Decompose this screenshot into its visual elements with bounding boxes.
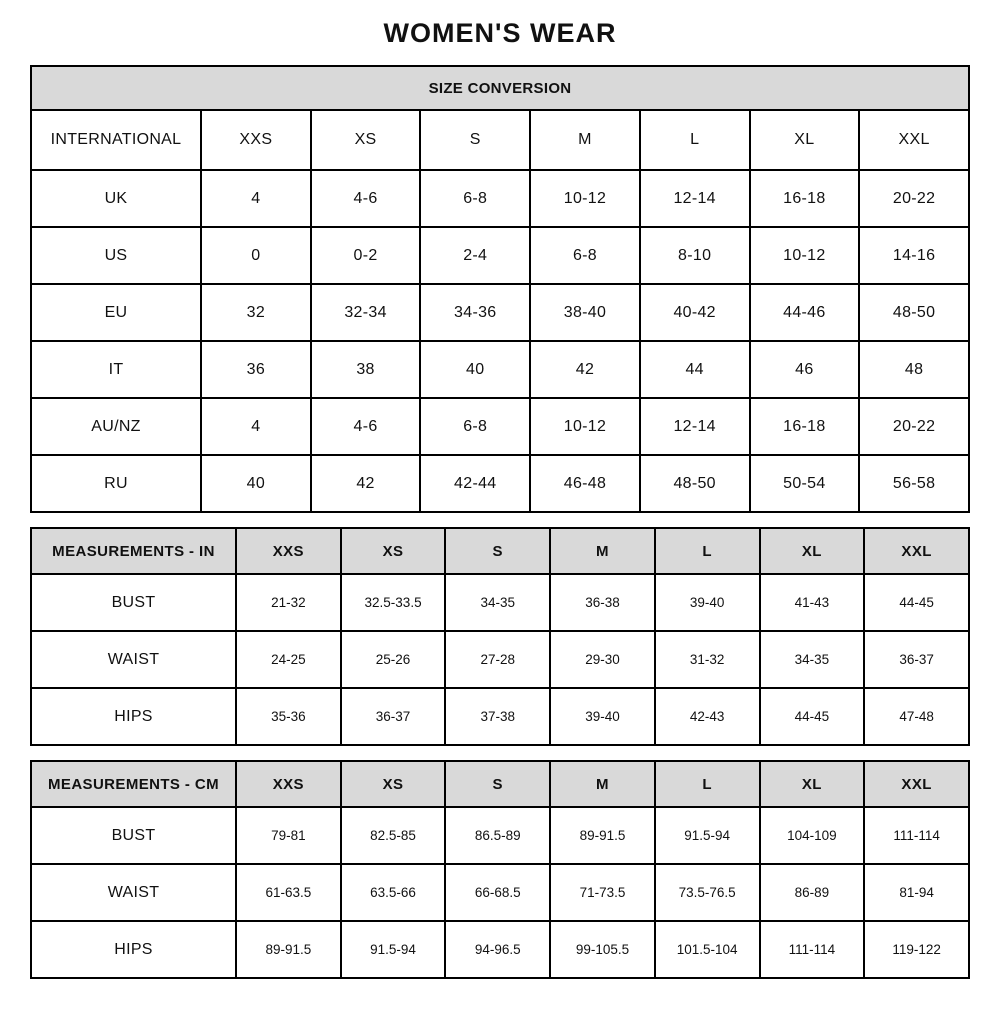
size-column-header: XL — [760, 761, 865, 807]
size-column-header: XXL — [864, 528, 969, 574]
page-title: WOMEN'S WEAR — [383, 18, 617, 48]
size-value-cell: 48-50 — [859, 284, 969, 341]
size-column-header: S — [445, 528, 550, 574]
size-value-cell: 2-4 — [420, 227, 530, 284]
size-column-header: XL — [760, 528, 865, 574]
size-conversion-header-row — [31, 110, 969, 170]
measurement-value-cell: 89-91.5 — [550, 807, 655, 864]
measurement-value-cell: 34-35 — [445, 574, 550, 631]
measurement-value-cell: 94-96.5 — [445, 921, 550, 978]
size-column-header: M — [530, 110, 640, 170]
table-row — [31, 170, 969, 227]
size-value-cell: 38-40 — [530, 284, 640, 341]
size-value-cell: 34-36 — [420, 284, 530, 341]
measurement-value-cell: 31-32 — [655, 631, 760, 688]
size-value-cell: 42-44 — [420, 455, 530, 512]
measurement-value-cell: 73.5-76.5 — [655, 864, 760, 921]
size-value-cell: 4-6 — [311, 170, 421, 227]
measurement-value-cell: 39-40 — [550, 688, 655, 745]
measurement-value-cell: 35-36 — [236, 688, 341, 745]
region-label: US — [31, 227, 201, 284]
size-column-header: XS — [341, 528, 446, 574]
size-value-cell: 10-12 — [750, 227, 860, 284]
size-column-header: XL — [750, 110, 860, 170]
table-row — [31, 398, 969, 455]
measurement-value-cell: 25-26 — [341, 631, 446, 688]
size-value-cell: 38 — [311, 341, 421, 398]
size-value-cell: 0-2 — [311, 227, 421, 284]
size-column-header: XXS — [201, 110, 311, 170]
size-value-cell: 4 — [201, 170, 311, 227]
size-value-cell: 20-22 — [859, 170, 969, 227]
size-value-cell: 44 — [640, 341, 750, 398]
measurement-label: WAIST — [31, 631, 236, 688]
region-label: UK — [31, 170, 201, 227]
measurements-cm-title: MEASUREMENTS - CM — [31, 761, 236, 807]
size-conversion-table — [30, 65, 970, 513]
size-column-header: XS — [341, 761, 446, 807]
size-value-cell: 20-22 — [859, 398, 969, 455]
size-value-cell: 10-12 — [530, 398, 640, 455]
size-value-cell: 46 — [750, 341, 860, 398]
measurement-value-cell: 61-63.5 — [236, 864, 341, 921]
measurement-value-cell: 41-43 — [760, 574, 865, 631]
size-value-cell: 32-34 — [311, 284, 421, 341]
size-value-cell: 36 — [201, 341, 311, 398]
size-column-header: L — [640, 110, 750, 170]
size-value-cell: 10-12 — [530, 170, 640, 227]
size-value-cell: 8-10 — [640, 227, 750, 284]
size-column-header: XXL — [859, 110, 969, 170]
measurement-value-cell: 36-37 — [341, 688, 446, 745]
size-value-cell: 42 — [530, 341, 640, 398]
size-value-cell: 16-18 — [750, 170, 860, 227]
size-column-header: L — [655, 528, 760, 574]
size-value-cell: 12-14 — [640, 398, 750, 455]
measurement-value-cell: 27-28 — [445, 631, 550, 688]
measurement-label: HIPS — [31, 688, 236, 745]
region-label: AU/NZ — [31, 398, 201, 455]
measurement-value-cell: 91.5-94 — [655, 807, 760, 864]
measurements-cm-header-row — [31, 761, 969, 807]
measurement-value-cell: 79-81 — [236, 807, 341, 864]
measurements-cm-table — [30, 760, 970, 979]
measurements-in-table — [30, 527, 970, 746]
size-value-cell: 40 — [420, 341, 530, 398]
size-value-cell: 42 — [311, 455, 421, 512]
measurement-label: HIPS — [31, 921, 236, 978]
size-value-cell: 14-16 — [859, 227, 969, 284]
size-column-header: M — [550, 761, 655, 807]
size-column-header: S — [420, 110, 530, 170]
size-value-cell: 40 — [201, 455, 311, 512]
measurement-value-cell: 71-73.5 — [550, 864, 655, 921]
measurement-value-cell: 47-48 — [864, 688, 969, 745]
size-column-header: M — [550, 528, 655, 574]
measurement-value-cell: 44-45 — [864, 574, 969, 631]
table-row — [31, 688, 969, 745]
measurement-value-cell: 36-38 — [550, 574, 655, 631]
table-row — [31, 921, 969, 978]
measurement-value-cell: 39-40 — [655, 574, 760, 631]
measurement-value-cell: 21-32 — [236, 574, 341, 631]
table-row — [31, 341, 969, 398]
measurement-value-cell: 111-114 — [864, 807, 969, 864]
size-value-cell: 46-48 — [530, 455, 640, 512]
size-column-header: XXS — [236, 528, 341, 574]
size-column-header: XXL — [864, 761, 969, 807]
size-value-cell: 12-14 — [640, 170, 750, 227]
measurement-value-cell: 89-91.5 — [236, 921, 341, 978]
measurements-in-title: MEASUREMENTS - IN — [31, 528, 236, 574]
size-column-header: XXS — [236, 761, 341, 807]
measurement-value-cell: 66-68.5 — [445, 864, 550, 921]
measurement-value-cell: 37-38 — [445, 688, 550, 745]
size-value-cell: 48-50 — [640, 455, 750, 512]
size-value-cell: 56-58 — [859, 455, 969, 512]
measurement-value-cell: 44-45 — [760, 688, 865, 745]
measurement-value-cell: 81-94 — [864, 864, 969, 921]
measurement-label: WAIST — [31, 864, 236, 921]
international-header: INTERNATIONAL — [31, 110, 201, 170]
measurement-value-cell: 34-35 — [760, 631, 865, 688]
measurement-value-cell: 82.5-85 — [341, 807, 446, 864]
measurement-value-cell: 104-109 — [760, 807, 865, 864]
size-value-cell: 50-54 — [750, 455, 860, 512]
measurement-label: BUST — [31, 574, 236, 631]
measurement-label: BUST — [31, 807, 236, 864]
region-label: IT — [31, 341, 201, 398]
measurement-value-cell: 86.5-89 — [445, 807, 550, 864]
measurements-in-header-row — [31, 528, 969, 574]
measurement-value-cell: 42-43 — [655, 688, 760, 745]
size-value-cell: 6-8 — [420, 398, 530, 455]
measurement-value-cell: 101.5-104 — [655, 921, 760, 978]
size-value-cell: 44-46 — [750, 284, 860, 341]
measurement-value-cell: 111-114 — [760, 921, 865, 978]
size-value-cell: 32 — [201, 284, 311, 341]
size-value-cell: 4 — [201, 398, 311, 455]
size-value-cell: 6-8 — [530, 227, 640, 284]
size-value-cell: 48 — [859, 341, 969, 398]
measurement-value-cell: 119-122 — [864, 921, 969, 978]
table-row — [31, 455, 969, 512]
size-column-header: S — [445, 761, 550, 807]
measurement-value-cell: 29-30 — [550, 631, 655, 688]
measurement-value-cell: 36-37 — [864, 631, 969, 688]
table-row — [31, 227, 969, 284]
table-row — [31, 284, 969, 341]
size-value-cell: 4-6 — [311, 398, 421, 455]
measurement-value-cell: 32.5-33.5 — [341, 574, 446, 631]
size-column-header: L — [655, 761, 760, 807]
measurement-value-cell: 91.5-94 — [341, 921, 446, 978]
size-value-cell: 16-18 — [750, 398, 860, 455]
measurement-value-cell: 63.5-66 — [341, 864, 446, 921]
region-label: EU — [31, 284, 201, 341]
size-value-cell: 0 — [201, 227, 311, 284]
size-conversion-title: SIZE CONVERSION — [31, 66, 969, 110]
table-row — [31, 574, 969, 631]
table-row — [31, 807, 969, 864]
size-conversion-band-row — [31, 66, 969, 110]
table-row — [31, 864, 969, 921]
table-row — [31, 631, 969, 688]
measurement-value-cell: 99-105.5 — [550, 921, 655, 978]
measurement-value-cell: 24-25 — [236, 631, 341, 688]
size-value-cell: 40-42 — [640, 284, 750, 341]
measurement-value-cell: 86-89 — [760, 864, 865, 921]
region-label: RU — [31, 455, 201, 512]
size-column-header: XS — [311, 110, 421, 170]
size-value-cell: 6-8 — [420, 170, 530, 227]
